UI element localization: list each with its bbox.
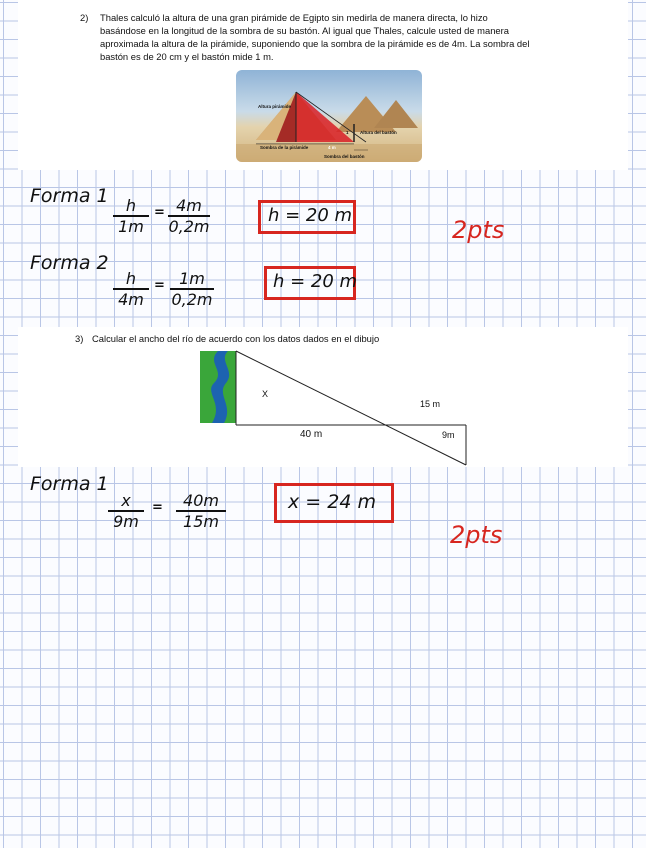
- label-9m: 9m: [442, 430, 455, 440]
- river-figure: [196, 347, 468, 467]
- problem-2-line-3: aproximada la altura de la pirámide, suponiendo que la sombra de la pirámide es de 4m. La sombra del: [100, 38, 530, 49]
- label-15m: 15 m: [420, 399, 441, 409]
- forma-1-label: Forma 1: [30, 185, 109, 207]
- result-h-forma-2: h = 20 m: [273, 271, 358, 292]
- problem-2-line-1: Thales calculó la altura de una gran pirámide de Egipto sin medirla de manera directa, lo hizo: [100, 12, 488, 23]
- fraction-denominator: 0,2m: [168, 217, 210, 236]
- label-altura-baston: Altura del bastón: [360, 130, 397, 135]
- label-x: X: [262, 389, 269, 399]
- label-sombra-baston: Sombra del bastón: [324, 154, 365, 159]
- label-sombra-value: 4 m: [328, 145, 336, 150]
- fraction-1m-over-02m: [170, 270, 214, 308]
- problem-3-panel: [18, 327, 628, 467]
- problem-2-number: 2): [80, 12, 89, 23]
- fraction-4m-over-02m: [168, 197, 210, 235]
- label-sombra-piramide: Sombra de la pirámide: [260, 145, 309, 150]
- fraction-numerator: h: [125, 196, 137, 215]
- result-x-problem-3: x = 24 m: [288, 491, 376, 513]
- result-box-problem-3: [274, 483, 394, 523]
- label-baston-value: 1: [346, 130, 349, 135]
- equals-sign: =: [152, 500, 163, 515]
- fraction-40m-over-15m: [176, 492, 226, 530]
- fraction-numerator: h: [125, 269, 137, 288]
- equals-sign: =: [154, 278, 165, 293]
- fraction-h-over-1m: [113, 197, 149, 235]
- pyramid-figure: [236, 70, 422, 162]
- problem-2-line-2: basándose en la longitud de la sombra de su bastón. Al igual que Thales, calcule usted de manera: [100, 25, 509, 36]
- result-h-forma-1: h = 20 m: [268, 205, 353, 226]
- label-40m: 40 m: [300, 429, 323, 440]
- fraction-numerator: 40m: [183, 491, 219, 510]
- fraction-numerator: x: [121, 491, 131, 510]
- forma-1-label-problem-3: Forma 1: [30, 473, 109, 495]
- problem-2-panel: [18, 0, 628, 170]
- points-problem-2: 2pts: [452, 216, 505, 244]
- result-box-forma-2: [264, 266, 356, 300]
- fraction-numerator: 4m: [176, 196, 202, 215]
- fraction-h-over-4m: [113, 270, 149, 308]
- points-problem-3: 2pts: [450, 521, 503, 549]
- fraction-numerator: 1m: [179, 269, 205, 288]
- problem-2-line-4: bastón es de 20 cm y el bastón mide 1 m.: [100, 51, 274, 62]
- forma-2-label: Forma 2: [30, 252, 109, 274]
- result-box-forma-1: [258, 200, 356, 234]
- problem-3-text: Calcular el ancho del río de acuerdo con los datos dados en el dibujo: [92, 333, 380, 344]
- problem-3-number: 3): [75, 333, 84, 344]
- fraction-denominator: 1m: [118, 217, 144, 236]
- fraction-denominator: 4m: [118, 290, 144, 309]
- equals-sign: =: [154, 205, 165, 220]
- fraction-denominator: 0,2m: [171, 290, 213, 309]
- label-altura-piramide: Altura pirámide: [258, 104, 292, 109]
- fraction-x-over-9m: [108, 492, 144, 530]
- fraction-denominator: 9m: [113, 512, 139, 531]
- fraction-denominator: 15m: [183, 512, 219, 531]
